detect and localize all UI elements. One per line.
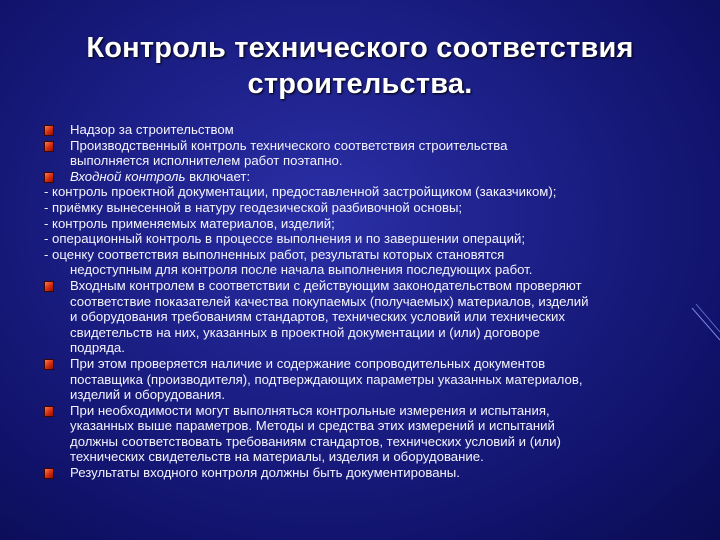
bullet-line: Производственный контроль технического соответствия строительства xyxy=(70,137,508,153)
square-bullet-icon xyxy=(44,125,54,136)
dash-line: - приёмку вынесенной в натуру геодезической разбивочной основы; xyxy=(44,199,463,215)
bullet-item xyxy=(44,356,712,403)
bullet-line: поставщика (производителя), подтверждающих параметры указанных материалов, xyxy=(70,371,583,387)
dash-item xyxy=(44,216,712,232)
dash-line: - контроль проектной документации, предоставленной застройщиком (заказчиком); xyxy=(44,184,557,200)
bullet-line: должны соответствовать требованиям стандартов, технических условий и (или) xyxy=(70,433,561,449)
bullet-line: изделий и оборудования. xyxy=(70,387,226,403)
dash-item xyxy=(44,247,712,278)
square-bullet-icon xyxy=(44,172,54,183)
square-bullet-icon xyxy=(44,281,54,292)
square-bullet-icon xyxy=(44,359,54,370)
bullet-line: При этом проверяется наличие и содержание сопроводительных документов xyxy=(70,355,546,371)
title-line-2: строительства. xyxy=(247,68,473,100)
bullet-item xyxy=(44,138,712,169)
bullet-line: и оборудования требованиям стандартов, технических условий или технических xyxy=(70,309,565,325)
bullet-item xyxy=(44,465,712,481)
dash-line: - операционный контроль в процессе выполнения и по завершении операций; xyxy=(44,231,525,247)
dash-line: - контроль применяемых материалов, изделий; xyxy=(44,215,335,231)
bullet-line: указанных выше параметров. Методы и средства этих измерений и испытаний xyxy=(70,418,555,434)
bullet-item xyxy=(44,278,712,356)
bullet-line: соответствие показателей качества покупаемых (получаемых) материалов, изделий xyxy=(70,293,589,309)
bullet-line: технических свидетельств на материалы, изделия и оборудование. xyxy=(70,449,484,465)
bullet-line: Результаты входного контроля должны быть документированы. xyxy=(70,465,460,481)
dash-item xyxy=(44,200,712,216)
bullet-item xyxy=(44,403,712,465)
square-bullet-icon xyxy=(44,141,54,152)
bullet-line: подряда. xyxy=(70,340,125,356)
title-line-1: Контроль технического соответствия xyxy=(86,32,634,64)
bullet-text: включает: xyxy=(185,168,251,184)
slide-title xyxy=(40,30,680,102)
dash-item xyxy=(44,184,712,200)
dash-line: недоступным для контроля после начала выполнения последующих работ. xyxy=(70,262,533,278)
bullet-line: Входным контролем в соответствии с действующим законодательством проверяют xyxy=(70,277,582,293)
dash-item xyxy=(44,231,712,247)
square-bullet-icon xyxy=(44,406,54,417)
bullet-line: При необходимости могут выполняться контрольные измерения и испытания, xyxy=(70,402,550,418)
bullet-line: Надзор за строительством xyxy=(70,122,234,137)
bullet-line xyxy=(70,169,712,185)
italic-term: Входной контроль xyxy=(70,168,186,184)
bullet-item xyxy=(44,169,712,185)
dash-line: - оценку соответствия выполненных работ, результаты которых становятся xyxy=(44,246,505,262)
bullet-line: выполняется исполнителем работ поэтапно. xyxy=(70,153,343,169)
bullet-line: свидетельств на них, указанных в проектной документации и (или) договоре xyxy=(70,324,540,340)
square-bullet-icon xyxy=(44,468,54,479)
slide-body xyxy=(44,122,712,481)
bullet-item xyxy=(44,122,712,138)
